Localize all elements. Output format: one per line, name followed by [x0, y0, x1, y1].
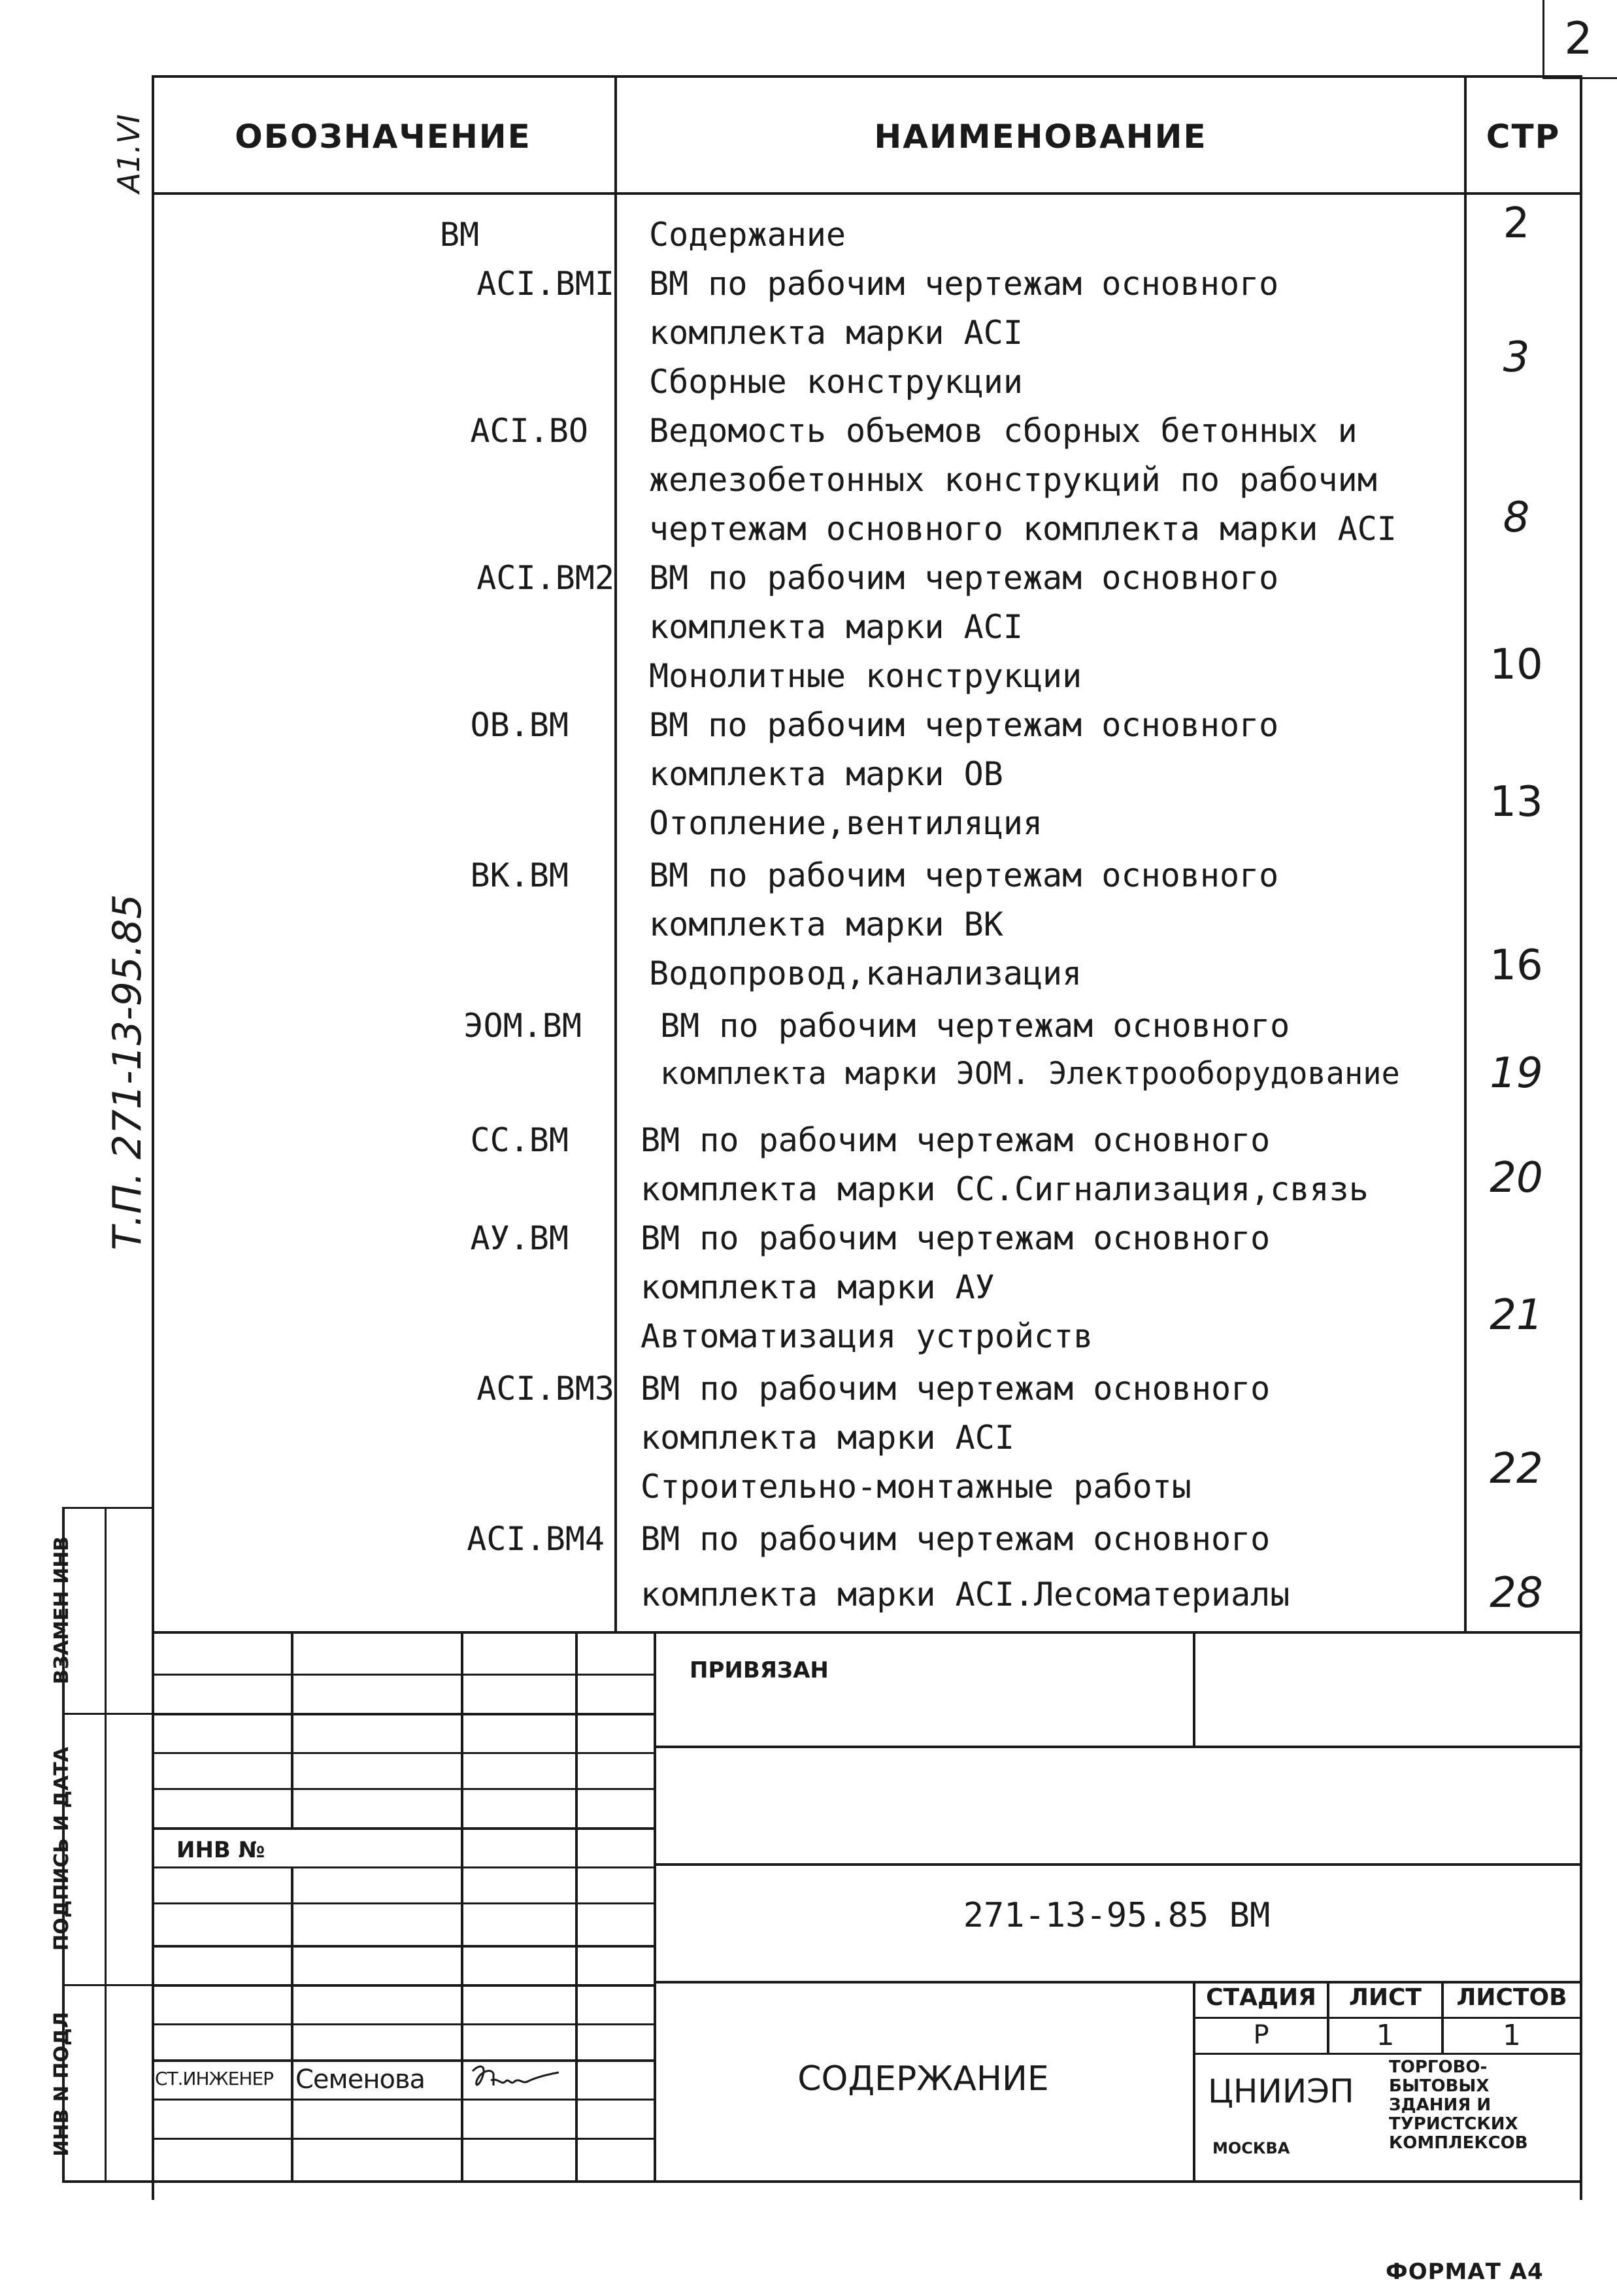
row-name-line: ВМ по рабочим чертежам основного — [641, 1219, 1271, 1257]
doc-code: 271-13-95.85 ВМ — [963, 1896, 1271, 1935]
org-detail-line: БЫТОВЫХ — [1389, 2076, 1490, 2096]
row-name-line: Строительно-монтажные работы — [641, 1468, 1192, 1506]
row-name-line: комплекта марки АСI — [649, 608, 1023, 646]
role-label: СТ.ИНЖЕНЕР — [155, 2068, 274, 2089]
row-name-line: комплекта марки ЭОМ. Электрооборудование — [660, 1056, 1400, 1092]
city: МОСКВА — [1212, 2139, 1290, 2157]
row-page: 21 — [1490, 1291, 1543, 1340]
row-name-line: Ведомость объемов сборных бетонных и — [649, 412, 1358, 450]
signature-icon — [467, 2059, 565, 2099]
row-page: 2 — [1503, 199, 1530, 248]
row-page: 13 — [1490, 778, 1543, 826]
bound-label: ПРИВЯЗАН — [690, 1657, 829, 1683]
row-code: АУ.ВМ — [470, 1219, 569, 1257]
row-code: ЭОМ.ВМ — [463, 1007, 582, 1045]
stage-value: Р — [1253, 2020, 1269, 2050]
row-name-line: Содержание — [649, 216, 846, 254]
row-name-line: ВМ по рабочим чертежам основного — [641, 1520, 1271, 1558]
row-page: 19 — [1490, 1049, 1543, 1098]
header-page: СТР — [1486, 118, 1561, 156]
row-code: АСI.ВМ4 — [467, 1520, 605, 1558]
row-page: 16 — [1490, 941, 1543, 990]
header-name: НАИМЕНОВАНИЕ — [874, 118, 1207, 156]
side-label-inv-original: ИНВ N ПОДЛ — [50, 2012, 73, 2157]
format-label: ФОРМАТ А4 — [1386, 2259, 1544, 2285]
row-page: 8 — [1503, 494, 1530, 542]
sheet-title: СОДЕРЖАНИЕ — [797, 2059, 1049, 2099]
row-page: 20 — [1490, 1154, 1543, 1202]
header-designation: ОБОЗНАЧЕНИЕ — [235, 118, 531, 156]
row-code: АСI.ВО — [470, 412, 588, 450]
row-name-line: ВМ по рабочим чертежам основного — [641, 1370, 1271, 1408]
sheets-header: ЛИСТОВ — [1456, 1984, 1567, 2011]
org-detail-line: КОМПЛЕКСОВ — [1389, 2133, 1528, 2153]
row-name-line: ВМ по рабочим чертежам основного — [649, 706, 1279, 744]
sheet-value: 1 — [1376, 2019, 1395, 2052]
row-page: 3 — [1503, 333, 1530, 382]
row-name-line: комплекта марки ВК — [649, 905, 1003, 943]
row-page: 28 — [1490, 1569, 1543, 1617]
row-name-line: железобетонных конструкций по рабочим — [649, 461, 1377, 499]
sheet-header: ЛИСТ — [1348, 1984, 1422, 2011]
row-name-line: комплекта марки АСI — [649, 314, 1023, 352]
side-label-signature-date: ПОДПИСЬ И ДАТА — [50, 1746, 73, 1951]
row-code: ВК.ВМ — [470, 856, 569, 894]
side-label-replaced: ВЗАМЕН ИНВ — [50, 1536, 73, 1685]
page-number: 2 — [1564, 13, 1593, 65]
org-detail-line: ТУРИСТСКИХ — [1389, 2114, 1518, 2134]
organization: ЦНИИЭП — [1208, 2072, 1354, 2110]
row-name-line: комплекта марки АСI.Лесоматериалы — [641, 1576, 1290, 1613]
vertical-project-code: Т.П. 271-13-95.85 — [105, 894, 150, 1251]
row-name-line: комплекта марки ОВ — [649, 755, 1003, 793]
row-name-line: чертежам основного комплекта марки АСI — [649, 510, 1397, 548]
row-name-line: Автоматизация устройств — [641, 1317, 1093, 1355]
row-code: ОВ.ВМ — [470, 706, 569, 744]
row-name-line: Монолитные конструкции — [649, 657, 1082, 695]
row-code: СС.ВМ — [470, 1121, 569, 1159]
row-name-line: ВМ по рабочим чертежам основного — [649, 559, 1279, 597]
row-code: ВМ — [439, 216, 480, 254]
row-page: 22 — [1490, 1445, 1543, 1493]
row-code: АСI.ВМ2 — [476, 559, 614, 597]
org-detail-line: ЗДАНИЯ И — [1389, 2095, 1492, 2115]
row-code: АСI.ВМ3 — [476, 1370, 614, 1408]
person-name: Семенова — [295, 2065, 425, 2095]
row-page: 10 — [1490, 641, 1543, 689]
stage-header: СТАДИЯ — [1206, 1984, 1316, 2011]
row-name-line: ВМ по рабочим чертежам основного — [660, 1007, 1290, 1045]
row-name-line: Водопровод,канализация — [649, 954, 1082, 992]
row-name-line: комплекта марки АУ — [641, 1268, 995, 1306]
row-name-line: комплекта марки АСI — [641, 1419, 1014, 1457]
sheets-value: 1 — [1503, 2019, 1521, 2052]
row-code: АСI.ВМI — [476, 265, 614, 303]
row-name-line: ВМ по рабочим чертежам основного — [641, 1121, 1271, 1159]
row-name-line: ВМ по рабочим чертежам основного — [649, 856, 1279, 894]
inv-number-label: ИНВ № — [176, 1837, 265, 1863]
vertical-stamp-top: А1.VI — [111, 114, 146, 194]
row-name-line: комплекта марки СС.Сигнализация,связь — [641, 1170, 1369, 1208]
row-name-line: Сборные конструкции — [649, 363, 1023, 401]
row-name-line: Отопление,вентиляция — [649, 804, 1043, 842]
org-detail-line: ТОРГОВО- — [1389, 2057, 1488, 2077]
row-name-line: ВМ по рабочим чертежам основного — [649, 265, 1279, 303]
